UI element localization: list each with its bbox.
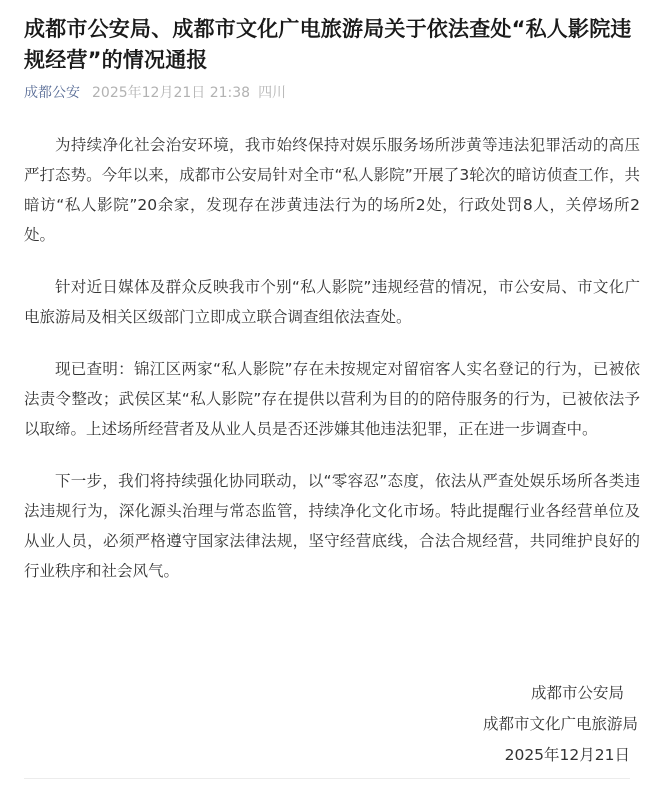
paragraph: 现已查明：锦江区两家“私人影院”存在未按规定对留宿客人实名登记的行为，已被依法责令整改；武侯区某“私人影院”存在提供以营利为目的的陪侍服务的行为，已被依法予以取缔。上述场所经营者及从业人员是否还涉嫌其他违法犯罪，正在进一步调查中。 — [24, 360, 640, 438]
publish-region: 四川 — [258, 85, 287, 101]
article-meta — [24, 84, 286, 102]
account-name-link[interactable]: 成都公安 — [24, 85, 80, 101]
signature-block — [483, 678, 638, 771]
article-body — [24, 130, 640, 608]
article-title: 成都市公安局、成都市文化广电旅游局关于依法查处“私人影院违规经营”的情况通报 — [24, 17, 632, 72]
paragraph: 针对近日媒体及群众反映我市个别“私人影院”违规经营的情况，市公安局、市文化广电旅游局及相关区级部门立即成立联合调查组依法查处。 — [24, 278, 640, 326]
signature-org-culture: 成都市文化广电旅游局 — [482, 715, 638, 733]
signature-date: 2025年12月21日 — [504, 746, 630, 764]
signature-org-police: 成都市公安局 — [530, 684, 624, 702]
paragraph: 为持续净化社会治安环境，我市始终保持对娱乐服务场所涉黄等违法犯罪活动的高压严打态势。今年以来，成都市公安局针对全市“私人影院”开展了3轮次的暗访侦查工作，共暗访“私人影院”20余家，发现存在涉黄违法行为的场所2处，行政处罚8人，关停场所2处。 — [24, 136, 640, 244]
publish-time: 2025年12月21日 21:38 — [92, 85, 251, 101]
bottom-divider — [24, 778, 630, 779]
paragraph: 下一步，我们将持续强化协同联动，以“零容忍”态度，依法从严查处娱乐场所各类违法违规行为，深化源头治理与常态监管，持续净化文化市场。特此提醒行业各经营单位及从业人员，必须严格遵守国家法律法规，坚守经营底线，合法合规经营，共同维护良好的行业秩序和社会风气。 — [24, 472, 640, 580]
